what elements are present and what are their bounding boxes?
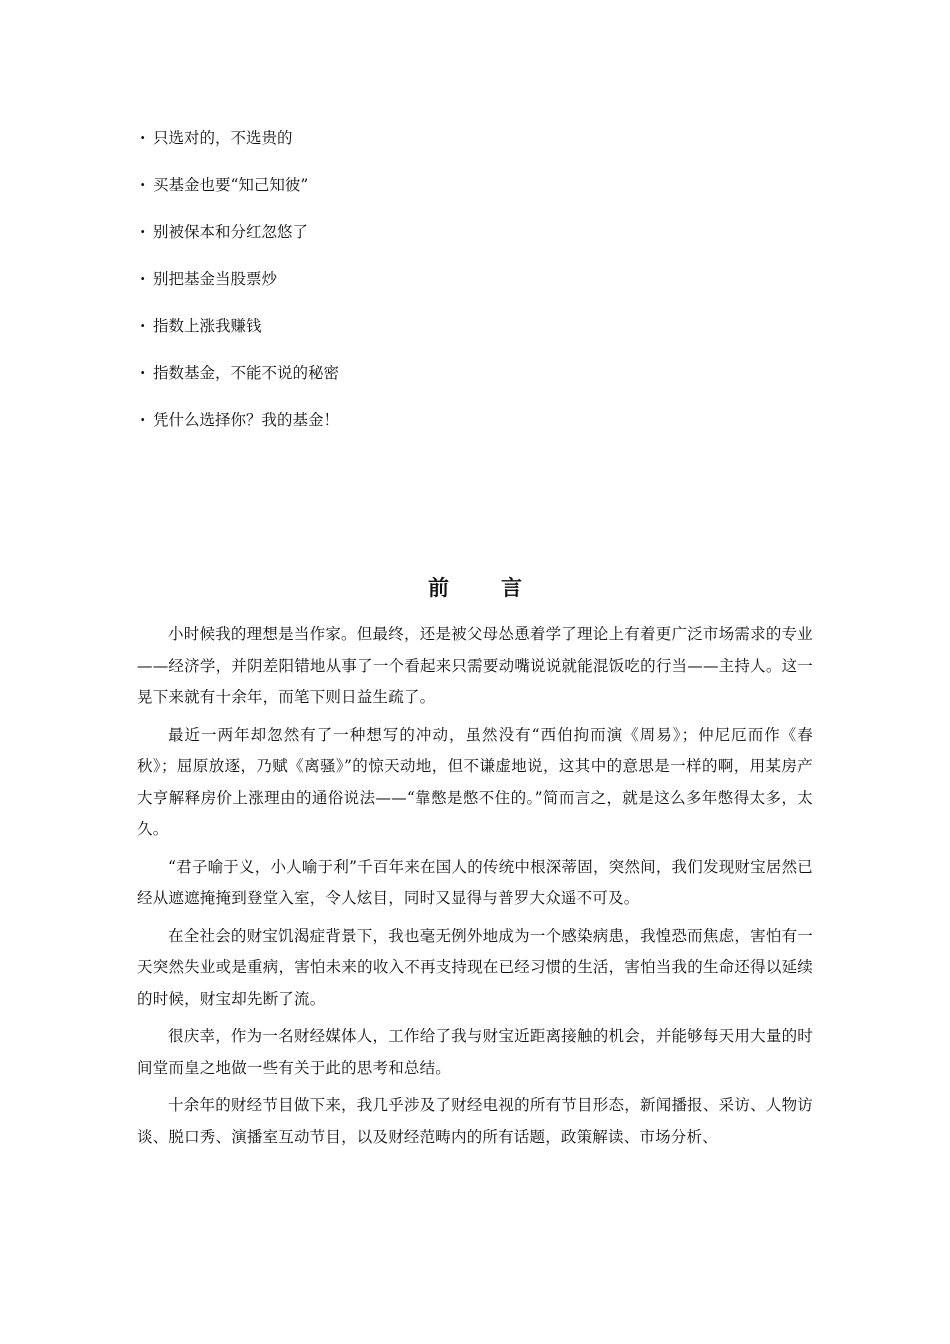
list-item	[140, 264, 820, 311]
bullet-mark: ·	[140, 316, 146, 335]
preface-title	[0, 571, 950, 605]
list-item-text: 指数基金，不能不说的秘密	[153, 364, 340, 382]
paragraph: 很庆幸，作为一名财经媒体人，工作给了我与财宝近距离接触的机会，并能够每天用大量的时间堂而皇之地做一些有关于此的思考和总结。	[137, 1027, 813, 1077]
list-item	[140, 311, 820, 358]
preface-title-char: 前	[428, 575, 449, 601]
preface-body	[137, 619, 813, 1159]
bullet-mark: ·	[140, 175, 146, 194]
list-item-text: 别把基金当股票炒	[153, 270, 278, 288]
paragraph: 最近一两年却忽然有了一种想写的冲动，虽然没有“西伯拘而演《周易》；仲尼厄而作《春秋》；屈原放逐，乃赋《离骚》”的惊天动地，但不谦虚地说，这其中的意思是一样的啊，用某房产大亨解释房价上涨理由的通俗说法——“靠憋是憋不住的。”简而言之，就是这么多年憋得太多，太久。	[137, 725, 813, 838]
list-item-text: 凭什么选择你？我的基金！	[153, 411, 340, 429]
paragraph: 十余年的财经节目做下来，我几乎涉及了财经电视的所有节目形态，新闻播报、采访、人物访谈、脱口秀、演播室互动节目，以及财经范畴内的所有话题，政策解读、市场分析、	[137, 1096, 813, 1146]
paragraph: “君子喻于义，小人喻于利”千百年来在国人的传统中根深蒂固，突然间，我们发现财宝居然已经从遮遮掩掩到登堂入室，令人炫目，同时又显得与普罗大众遥不可及。	[137, 857, 813, 907]
bullet-mark: ·	[140, 269, 146, 288]
bullet-mark: ·	[140, 410, 146, 429]
paragraph: 在全社会的财宝饥渴症背景下，我也毫无例外地成为一个感染病患，我惶恐而焦虑，害怕有一天突然失业或是重病，害怕未来的收入不再支持现在已经习惯的生活，害怕当我的生命还得以延续的时候，财宝却先断了流。	[137, 926, 813, 1008]
preface-title-char: 言	[501, 575, 522, 601]
chapter-list	[140, 123, 820, 452]
bullet-mark: ·	[140, 222, 146, 241]
list-item	[140, 358, 820, 405]
paragraph: 小时候我的理想是当作家。但最终，还是被父母怂恿着学了理论上有着更广泛市场需求的专业——经济学，并阴差阳错地从事了一个看起来只需要动嘴说说就能混饭吃的行当——主持人。这一晃下来就有十余年，而笔下则日益生疏了。	[137, 625, 813, 706]
list-item	[140, 217, 820, 264]
list-item-text: 别被保本和分红忽悠了	[153, 223, 309, 241]
list-item	[140, 170, 820, 217]
list-item-text: 买基金也要“知己知彼”	[153, 176, 309, 194]
list-item	[140, 123, 820, 170]
list-item	[140, 405, 820, 452]
list-item-text: 只选对的，不选贵的	[153, 129, 293, 147]
bullet-mark: ·	[140, 363, 146, 382]
list-item-text: 指数上涨我赚钱	[153, 317, 262, 335]
bullet-mark: ·	[140, 128, 146, 147]
